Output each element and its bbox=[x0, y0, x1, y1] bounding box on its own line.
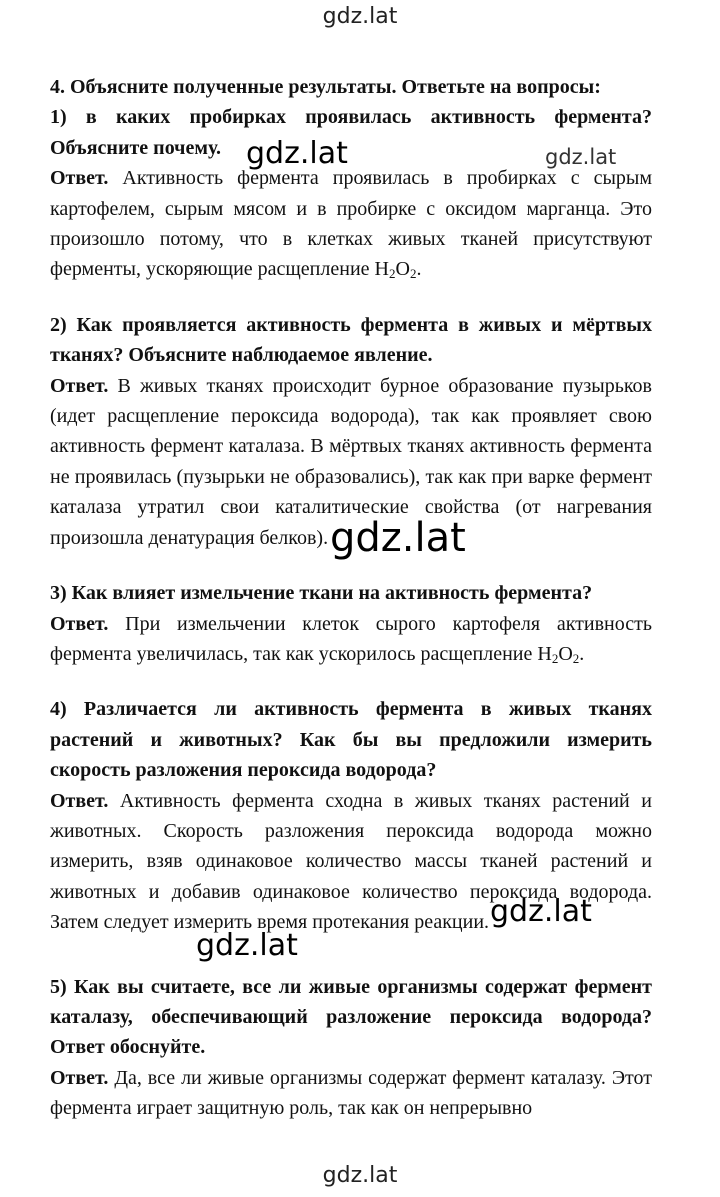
watermark-inline-2: gdz.lat bbox=[545, 145, 617, 169]
answer-label: Ответ. bbox=[50, 167, 109, 190]
answer-label: Ответ. bbox=[50, 374, 109, 397]
answer-3: Ответ. При измельчении клеток сырого картофеля активность фермента увеличилась, так как ускорилось расщепление $H_2O_2$. bbox=[50, 612, 652, 666]
answer-4: Ответ. Активность фермента сходна в живых тканях растений и животных. Скорость разложения пероксида водорода можно измерить, взяв одинаковое количество массы тканей растений и животных и добавив одинаковое количество пероксида водорода. Затем следует измерить время протекания реакции. bbox=[50, 789, 652, 934]
section-heading: 4. Объясните полученные результаты. Ответьте на вопросы: bbox=[50, 76, 601, 98]
watermark-inline-1: gdz.lat bbox=[246, 136, 348, 171]
formula-h2o2: $H_2O_2$. bbox=[374, 258, 422, 282]
watermark-top: gdz.lat bbox=[322, 4, 398, 29]
answer-label: Ответ. bbox=[50, 1066, 109, 1089]
watermark-bottom: gdz.lat bbox=[322, 1163, 398, 1188]
document-body bbox=[50, 72, 652, 1124]
question-3: 3) Как влияет измельчение ткани на активность фермента? bbox=[50, 582, 593, 605]
watermark-inline-4: gdz.lat bbox=[490, 894, 592, 929]
answer-label: Ответ. bbox=[50, 612, 109, 635]
watermark-inline-5: gdz.lat bbox=[196, 928, 298, 963]
question-1: 1) в каких пробирках проявилась активность фермента? Объясните почему. bbox=[50, 106, 652, 159]
formula-h2o2: $H_2O_2$. bbox=[537, 642, 585, 666]
answer-5: Ответ. Да, все ли живые организмы содержат фермент каталазу. Этот фермента играет защитную роль, так как он непрерывно bbox=[50, 1066, 652, 1120]
answer-2: Ответ. В живых тканях происходит бурное образование пузырьков (идет расщепление пероксида водорода), так как проявляет свою активность фермент каталаза. В мёртвых тканях активность фермента не проявилась (пузырьки не образовались), так как при варке фермент каталаза утратил свои каталитические свойства (от нагревания произошла денатурация белков). bbox=[50, 374, 652, 549]
answer-1: Ответ. Активность фермента проявилась в пробирках с сырым картофелем, сырым мясом и в пробирке с оксидом марганца. Это произошло потому, что в клетках живых тканей присутствуют ферменты, ускоряющие расщепление $H_2O_2$. bbox=[50, 167, 652, 282]
question-2: 2) Как проявляется активность фермента в живых и мёртвых тканях? Объясните наблюдаемое явление. bbox=[50, 313, 652, 367]
question-4: 4) Различается ли активность фермента в живых тканях растений и животных? Как бы вы предложили измерить скорость разложения пероксида водорода? bbox=[50, 698, 652, 782]
question-5: 5) Как вы считаете, все ли живые организмы содержат фермент каталазу, обеспечивающий разложение пероксида водорода? Ответ обоснуйте. bbox=[50, 975, 652, 1059]
watermark-inline-3: gdz.lat bbox=[330, 515, 466, 561]
answer-label: Ответ. bbox=[50, 789, 109, 812]
